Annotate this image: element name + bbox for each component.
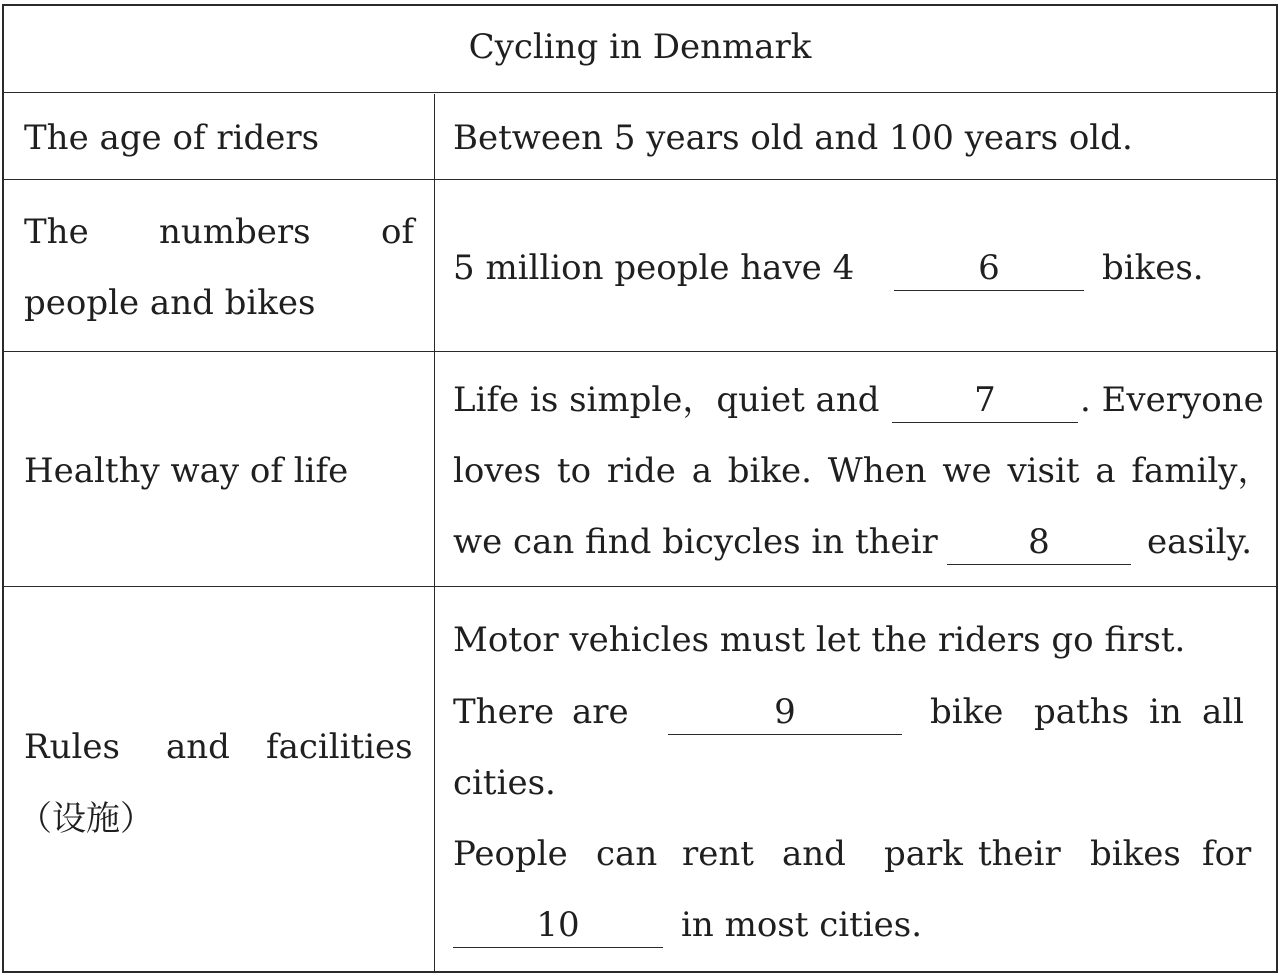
- row-content-rules-word: park: [884, 834, 963, 874]
- row-content-rules-word: rent: [682, 834, 754, 874]
- row-label-numbers-word: numbers: [159, 212, 311, 252]
- row-divider: [4, 586, 1276, 587]
- row-content-rules-word: bikes: [1090, 834, 1181, 874]
- row-content-rules-word: paths: [1034, 692, 1130, 732]
- row-content-rules-word: in: [1149, 692, 1182, 732]
- blank-line: [453, 947, 663, 948]
- row-divider: [4, 179, 1276, 180]
- row-content-rules-word: bike: [930, 692, 1004, 732]
- row-content-rules-line1: Motor vehicles must let the riders go first.: [453, 620, 1186, 660]
- row-content-numbers-after: bikes.: [1102, 248, 1204, 288]
- row-content-numbers-before: 5 million people have 4: [453, 248, 855, 288]
- row-label-numbers-word: The: [24, 212, 89, 252]
- row-content-rules-word: There: [453, 692, 555, 732]
- cycling-table: [2, 4, 1278, 973]
- row-label-numbers-line2: people and bikes: [24, 283, 316, 323]
- blank-answer-10: 10: [536, 905, 580, 945]
- row-label-healthy: Healthy way of life: [24, 451, 349, 491]
- blank-answer-8: 8: [1028, 522, 1050, 562]
- row-label-age: The age of riders: [24, 118, 320, 158]
- column-divider: [434, 94, 435, 971]
- blank-line: [947, 564, 1131, 565]
- blank-line: [668, 734, 902, 735]
- row-label-rules-line2: （设施）: [18, 799, 154, 839]
- row-content-rules-line3: cities.: [453, 763, 556, 803]
- blank-line: [894, 290, 1084, 291]
- row-content-rules-word: are: [572, 692, 629, 732]
- table-title: Cycling in Denmark: [468, 27, 812, 67]
- row-content-healthy-line2: loves to ride a bike. When we visit a family，: [453, 451, 1272, 491]
- blank-answer-6: 6: [978, 248, 1000, 288]
- row-content-healthy-line3-after: easily.: [1147, 522, 1253, 562]
- row-label-rules-word: facilities: [266, 727, 413, 767]
- row-content-rules-word: all: [1202, 692, 1245, 732]
- blank-line: [892, 422, 1078, 423]
- row-content-rules-line5: in most cities.: [681, 905, 923, 945]
- row-content-rules-word: can: [596, 834, 658, 874]
- row-content-rules-word: for: [1202, 834, 1252, 874]
- row-content-healthy-line1: Life is simple，quiet and: [453, 380, 880, 420]
- row-divider: [4, 351, 1276, 352]
- row-label-rules-word: Rules: [24, 727, 120, 767]
- row-content-rules-word: their: [978, 834, 1061, 874]
- row-divider: [4, 92, 1276, 93]
- row-content-healthy-line3: we can find bicycles in their: [453, 522, 938, 562]
- row-label-rules-word: and: [166, 727, 230, 767]
- blank-answer-9: 9: [774, 692, 796, 732]
- blank-answer-7: 7: [974, 380, 996, 420]
- row-content-rules-word: and: [782, 834, 846, 874]
- row-label-numbers-word: of: [381, 212, 415, 252]
- row-content-age: Between 5 years old and 100 years old.: [453, 118, 1133, 158]
- row-content-healthy-line1-after: . Everyone: [1080, 380, 1264, 420]
- row-content-rules-word: People: [453, 834, 568, 874]
